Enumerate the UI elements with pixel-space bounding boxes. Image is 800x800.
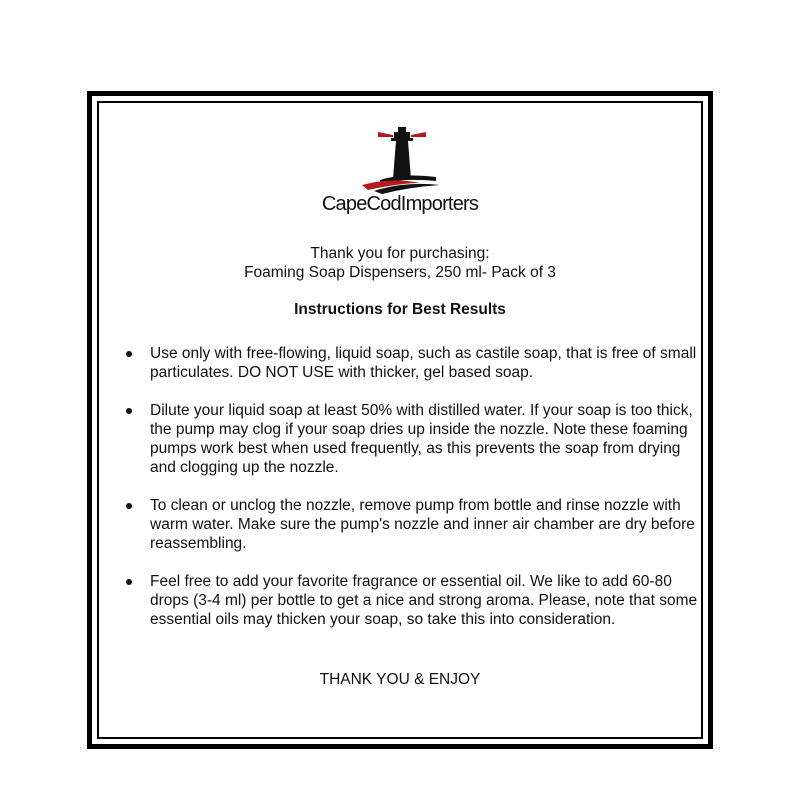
instructions-heading: Instructions for Best Results [294, 301, 506, 318]
lighthouse-gallery [391, 138, 413, 141]
lighthouse-cap [398, 127, 406, 132]
thank-you-message [0, 244, 800, 282]
light-beam-left [378, 132, 393, 137]
closing-message: THANK YOU & ENJOY [319, 671, 481, 688]
lighthouse-logo-icon [360, 125, 444, 195]
light-beam-right [411, 132, 426, 137]
instructions-list [123, 344, 703, 648]
thank-you-line: Thank you for purchasing: [310, 245, 490, 262]
list-item-text: Feel free to add your favorite fragrance or essential oil. We like to add 60-80 drops (3-4 ml) per bottle to get a nice and strong aroma. Please, note that some essential oils may thicken your soap, so take this into consideration. [150, 573, 698, 628]
list-item [123, 344, 703, 382]
bullet-icon [126, 408, 132, 414]
list-item-text: Use only with free-flowing, liquid soap, such as castile soap, that is free of small particulates. DO NOT USE with thicker, gel based soap. [150, 345, 697, 381]
product-name: Foaming Soap Dispensers, 250 ml- Pack of 3 [244, 264, 556, 281]
brand-name: CapeCodImporters [321, 193, 479, 215]
list-item [123, 496, 703, 553]
bullet-icon [126, 503, 132, 509]
lighthouse-lantern [394, 132, 410, 138]
list-item [123, 401, 703, 477]
bullet-icon [126, 579, 132, 585]
list-item [123, 572, 703, 629]
lighthouse-tower [393, 141, 411, 179]
list-item-text: To clean or unclog the nozzle, remove pump from bottle and rinse nozzle with warm water. Make sure the pump's nozzle and inner air chamber are dry before reassembling. [150, 497, 695, 552]
list-item-text: Dilute your liquid soap at least 50% with distilled water. If your soap is too thick, the pump may clog if your soap dries up inside the nozzle. Note these foaming pumps work best when used frequently, as this prevents the soap from drying and clogging up the nozzle. [150, 402, 693, 476]
bullet-icon [126, 351, 132, 357]
